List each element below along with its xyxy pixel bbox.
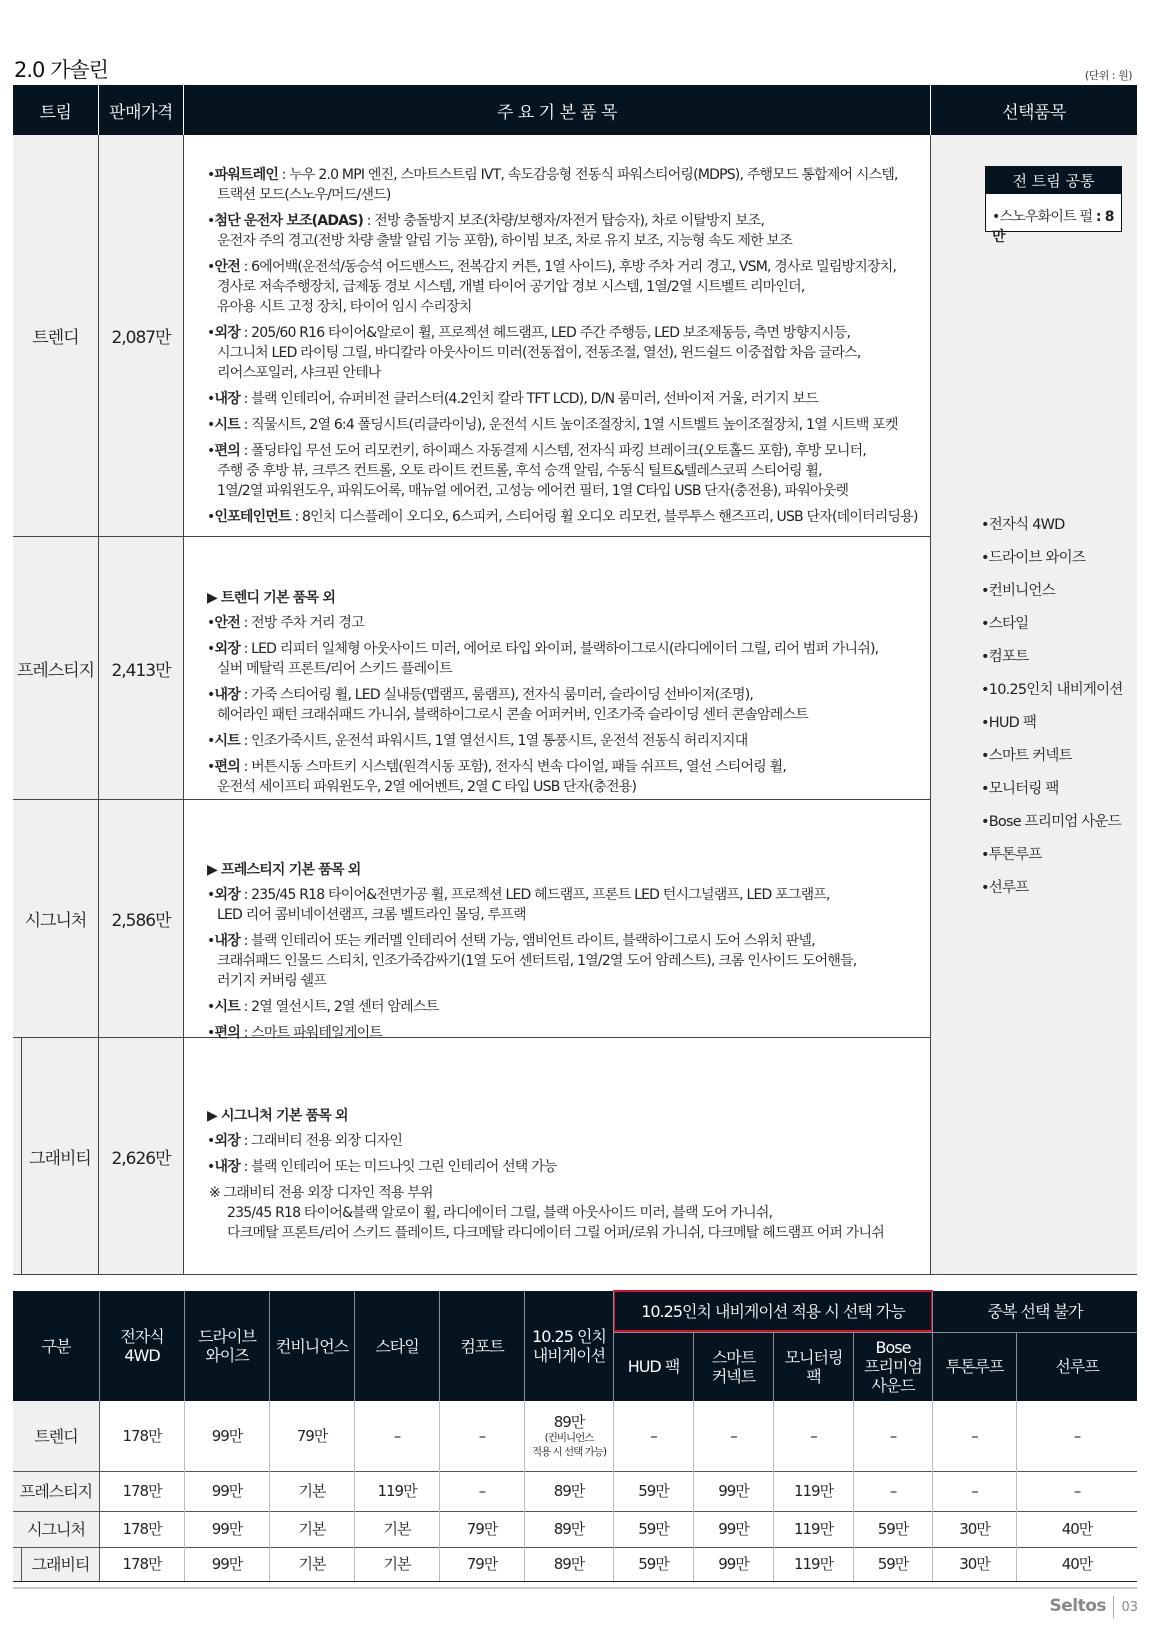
cell: – — [1073, 1482, 1081, 1500]
gravity-note-line: 다크메탈 프론트/리어 스키드 플레이트, 다크메탈 라디에이터 그릴 어퍼/로워 가니쉬, 다크메탈 헤드램프 어퍼 가니쉬 — [227, 1225, 884, 1241]
page-number: 03 — [1121, 1600, 1138, 1615]
cell: – — [393, 1426, 401, 1445]
cell: 99만 — [211, 1482, 243, 1500]
row-prestige-name: 프레스티지 — [19, 1482, 93, 1501]
trendy-item-powertrain: •파워트레인 : 누우 2.0 MPI 엔진, 스마트스트림 IVT, 속도감응형 전동식 파워스티어링(MDPS), 주행모드 통합제어 시스템, 트랙션 모드(스노우/머드/샌드) — [207, 167, 898, 203]
cell: 59만 — [877, 1520, 909, 1538]
option-item: •전자식 4WD — [981, 517, 1065, 533]
prestige-item-safety: •안전 : 전방 주차 거리 경고 — [207, 615, 364, 631]
signature-item-interior: •내장 : 블랙 인테리어 또는 캐러멜 인테리어 선택 가능, 앰비언트 라이트, 블랙하이그로시 도어 스위치 판넬, 크래쉬패드 인몰드 스티치, 인조가죽감싸기(1열 도어 센터트림, 1열/2열 도어 암레스트), 크롬 인사이드 도어핸들, 러기지 커버링 쉘프 — [207, 933, 857, 989]
trim-signature: 시그니처 — [24, 911, 87, 931]
row-trendy-name: 트렌디 — [34, 1426, 78, 1446]
cell: 89만 — [553, 1520, 585, 1538]
common-option-box — [985, 166, 1122, 245]
row-signature-name: 시그니처 — [27, 1520, 85, 1539]
cell: 기본 — [383, 1555, 411, 1573]
gravity-note: ※ 그래비티 전용 외장 디자인 적용 부위 — [209, 1185, 433, 1201]
cell: 기본 — [298, 1555, 326, 1573]
prestige-item-seat: •시트 : 인조가죽시트, 운전석 파워시트, 1열 열선시트, 1열 통풍시트, 운전석 전동식 허리지지대 — [207, 733, 748, 749]
cell-navi-trendy: 89만 (컨비니언스 적용 시 선택 가능) — [531, 1412, 607, 1458]
prestige-item-exterior: •외장 : LED 리피터 일체형 아웃사이드 미러, 에어로 타입 와이퍼, 블랙하이그로시(라디에이터 그릴, 리어 범퍼 가니쉬), 실버 메탈릭 프론트/리어 스키드 플레이트 — [207, 641, 879, 677]
cell: – — [889, 1426, 897, 1445]
gravity-note-line: 235/45 R18 타이어&블랙 알로이 휠, 라디에이터 그릴, 블랙 아웃사이드 미러, 블랙 도어 가니쉬, — [227, 1205, 773, 1221]
trim-trendy: 트렌디 — [32, 328, 79, 348]
signature-items — [207, 860, 856, 1049]
cell: 99만 — [718, 1555, 749, 1573]
gravity-item-interior: •내장 : 블랙 인테리어 또는 미드나잇 그린 인테리어 선택 가능 — [207, 1159, 557, 1175]
cell: 178만 — [122, 1482, 162, 1500]
bh-navi-group: 10.25인치 내비게이션 적용 시 선택 가능 — [641, 1301, 905, 1321]
trendy-item-infotainment: •인포테인먼트 : 8인치 디스플레이 오디오, 6스피커, 스티어링 휠 오디오 리모컨, 블루투스 핸즈프리, USB 단자(데이터리딩용) — [207, 509, 918, 525]
trendy-item-adas: •첨단 운전자 보조(ADAS) : 전방 충돌방지 보조(차량/보행자/자전거 탑승자), 차로 이탈방지 보조, 운전자 주의 경고(전방 차량 출발 알림 기능 포함), 하이빔 보조, 차로 유지 보조, 지능형 속도 제한 보조 — [207, 213, 792, 249]
bh-4wd: 전자식 4WD — [120, 1327, 164, 1365]
cell: – — [478, 1482, 486, 1500]
header-basic-items: 주 요 기 본 품 목 — [184, 85, 930, 135]
cell: 40만 — [1061, 1555, 1093, 1573]
signature-item-convenience: •편의 : 스마트 파워테일게이트 — [207, 1025, 383, 1041]
option-item: •컴포트 — [981, 649, 1029, 665]
cell: 59만 — [638, 1520, 669, 1538]
unit-label: (단위 : 원) — [1084, 69, 1132, 82]
cell: 99만 — [718, 1520, 749, 1538]
bh-monitoring: 모니터링 팩 — [784, 1347, 843, 1386]
cell: 99만 — [211, 1426, 243, 1445]
bh-dup-group: 중복 선택 불가 — [987, 1301, 1083, 1321]
cell: 178만 — [122, 1520, 162, 1538]
bh-navigation: 10.25 인치 내비게이션 — [532, 1327, 606, 1365]
bh-bose: Bose 프리미엄 사운드 — [864, 1338, 922, 1395]
cell: – — [889, 1482, 897, 1500]
option-item: •10.25인치 내비게이션 — [981, 682, 1123, 698]
cell: 99만 — [718, 1482, 749, 1500]
trendy-item-convenience: •편의 : 폴딩타입 무선 도어 리모컨키, 하이패스 자동결제 시스템, 전자식 파킹 브레이크(오토홀드 포함), 후방 모니터, 주행 중 후방 뷰, 크루즈 컨트롤, 오토 라이트 컨트롤, 후석 승객 알림, 수동식 틸트&텔레스코픽 스티어링 휠, 1열/2열 파워윈도우, 파워도어록, 매뉴얼 에어컨, 고성능 에어컨 필터, 1열 C타입 USB 단자(충전용), 파워아웃렛 — [207, 443, 866, 499]
cell: 119만 — [793, 1482, 834, 1500]
cell: 178만 — [122, 1555, 162, 1573]
header-options: 선택품목 — [931, 85, 1137, 135]
option-item: •드라이브 와이즈 — [981, 550, 1086, 566]
bh-drive-wise: 드라이브 와이즈 — [198, 1327, 256, 1365]
footer-separator — [1113, 1596, 1114, 1618]
price-signature: 2,586만 — [111, 911, 171, 931]
gravity-lead: ▶ 시그니처 기본 품목 외 — [207, 1108, 348, 1124]
signature-item-exterior: •외장 : 235/45 R18 타이어&전면가공 휠, 프로젝션 LED 헤드램프, 프론트 LED 턴시그널램프, LED 포그램프, LED 리어 콤비네이션램프, 크롬 벨트라인 몰딩, 루프랙 — [207, 887, 830, 923]
option-list — [981, 513, 1123, 909]
trendy-item-interior: •내장 : 블랙 인테리어, 슈퍼비전 클러스터(4.2인치 칼라 TFT LCD), D/N 룸미러, 선바이저 거울, 러기지 보드 — [207, 391, 818, 407]
cell: 79만 — [296, 1426, 328, 1445]
signature-lead: ▶ 프레스티지 기본 품목 외 — [207, 862, 361, 878]
brand-name: Seltos — [1049, 1596, 1106, 1616]
cell: 기본 — [298, 1482, 326, 1500]
trendy-item-exterior: •외장 : 205/60 R16 타이어&알로이 휠, 프로젝션 헤드램프, LED 주간 주행등, LED 보조제동등, 측면 방향지시등, 시그니처 LED 라이팅 그릴, 바디칼라 아웃사이드 미러(전동접이, 전동조절, 열선), 윈드쉴드 이중접합 차음 글라스, 리어스포일러, 샤크핀 안테나 — [207, 325, 861, 381]
bh-twotone-roof: 투톤루프 — [945, 1357, 1004, 1376]
bh-sunroof: 선루프 — [1055, 1357, 1099, 1376]
prestige-item-interior: •내장 : 가죽 스티어링 휠, LED 실내등(맵램프, 룸램프), 전자식 룸미러, 슬라이딩 선바이저(조명), 헤어라인 패턴 크래쉬패드 가니쉬, 블랙하이그로시 콘솔 어퍼커버, 인조가죽 슬라이딩 센터 콘솔암레스트 — [207, 687, 808, 723]
cell: 기본 — [298, 1520, 326, 1538]
cell: 99만 — [211, 1555, 243, 1573]
prestige-item-convenience: •편의 : 버튼시동 스마트키 시스템(원격시동 포함), 전자식 변속 다이얼, 패들 쉬프트, 열선 스티어링 휠, 운전석 세이프티 파워윈도우, 2열 에어벤트, 2열 C 타입 USB 단자(충전용) — [207, 759, 787, 795]
prestige-items — [207, 588, 878, 803]
bh-style: 스타일 — [375, 1336, 419, 1356]
cell: 기본 — [383, 1520, 411, 1538]
option-item: •스마트 커넥트 — [981, 748, 1072, 764]
cell: 30만 — [959, 1520, 990, 1538]
bh-smart-connect: 스마트 커넥트 — [711, 1347, 756, 1386]
cell: 119만 — [377, 1482, 417, 1500]
bh-convenience: 컨비니언스 — [275, 1336, 349, 1356]
price-trendy: 2,087만 — [111, 328, 171, 348]
option-item: •투톤루프 — [981, 847, 1042, 863]
common-option-item: •스노우화이트 펄 : 8만 — [992, 209, 1114, 245]
trendy-item-safety: •안전 : 6에어백(운전석/동승석 어드밴스드, 전복감지 커튼, 1열 사이드), 후방 주차 거리 경고, VSM, 경사로 밀림방지장치, 경사로 저속주행장치, 급제동 경보 시스템, 개별 타이어 공기압 경보 시스템, 1열/2열 시트벨트 리마인더, 유아용 시트 고정 장치, 타이어 임시 수리장치 — [207, 259, 897, 315]
cell: 59만 — [638, 1555, 669, 1573]
bh-hud: HUD 팩 — [627, 1357, 680, 1376]
cell: 59만 — [638, 1482, 669, 1500]
section-title: 2.0 가솔린 — [14, 58, 108, 82]
gravity-item-exterior: •외장 : 그래비티 전용 외장 디자인 — [207, 1133, 403, 1149]
trendy-item-seat: •시트 : 직물시트, 2열 6:4 폴딩시트(리클라이닝), 운전석 시트 높이조절장치, 1열 시트벨트 높이조절장치, 1열 시트백 포켓 — [207, 417, 898, 433]
cell: – — [1073, 1426, 1081, 1445]
cell: 79만 — [466, 1520, 498, 1538]
bh-comfort: 컴포트 — [460, 1336, 504, 1356]
cell: – — [478, 1426, 486, 1445]
cell: 89만 — [553, 1482, 585, 1500]
navi-group-highlight — [613, 1290, 933, 1332]
gravity-items — [207, 1106, 884, 1243]
cell: 59만 — [877, 1555, 909, 1573]
cell: 99만 — [211, 1520, 243, 1538]
cell: 40만 — [1061, 1520, 1093, 1538]
option-item: •스타일 — [981, 616, 1029, 632]
cell: – — [971, 1426, 978, 1445]
cell: – — [810, 1426, 817, 1445]
option-item: •선루프 — [981, 880, 1029, 896]
cell: 119만 — [793, 1555, 834, 1573]
cell: – — [730, 1426, 737, 1445]
trendy-items — [207, 165, 918, 533]
bh-gubun: 구분 — [41, 1336, 71, 1356]
option-item: •HUD 팩 — [981, 715, 1037, 731]
common-option-title: 전 트림 공통 — [986, 167, 1121, 194]
footer-divider — [13, 1587, 1137, 1589]
signature-item-seat: •시트 : 2열 열선시트, 2열 센터 암레스트 — [207, 999, 439, 1015]
prestige-lead: ▶ 트렌디 기본 품목 외 — [207, 590, 336, 606]
option-item: •Bose 프리미엄 사운드 — [981, 814, 1121, 830]
header-price: 판매가격 — [99, 85, 183, 135]
trim-gravity: 그래비티 — [29, 1148, 91, 1169]
header-trim: 트림 — [13, 85, 98, 135]
cell: – — [971, 1482, 978, 1500]
trim-prestige: 프레스티지 — [16, 660, 95, 681]
cell: 119만 — [793, 1520, 834, 1538]
price-gravity: 2,626만 — [111, 1148, 171, 1169]
option-item: •컨비니언스 — [981, 583, 1055, 599]
price-prestige: 2,413만 — [111, 660, 171, 681]
option-item: •모니터링 팩 — [981, 781, 1059, 797]
row-gravity-name: 그래비티 — [31, 1555, 90, 1574]
cell: – — [650, 1426, 657, 1445]
cell: 178만 — [122, 1426, 162, 1445]
cell: 30만 — [959, 1555, 990, 1573]
cell: 89만 — [553, 1555, 585, 1573]
cell: 79만 — [466, 1555, 498, 1573]
